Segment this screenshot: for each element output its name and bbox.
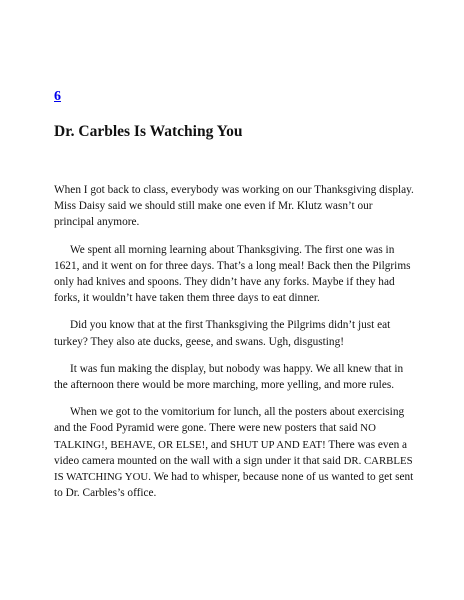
paragraph-2: We spent all morning learning about Thanksgiving. The first one was in 1621, and it went on for three days. That’s a long meal! Back then the Pilgrims only had knives and spoons. They didn’t have any forks. Maybe if they had forks, it wouldn’t have taken them three days to eat dinner. (54, 243, 411, 305)
paragraph-1: When I got back to class, everybody was working on our Thanksgiving display. Miss Daisy said we should still make one even if Mr. Klutz wasn’t our principal anymore. (54, 184, 414, 229)
paragraph-5-text-b: There was even a video camera mounted on the wall with a sign under it that said (54, 438, 408, 467)
paragraph-5-sep-b: , and (205, 438, 231, 451)
sign-dr-carbles-watching: DR. CARBLES IS WATCHING YOU (54, 454, 413, 484)
sign-no-talking: NO TALKING! (54, 422, 376, 451)
chapter-body (54, 182, 414, 512)
paragraph-5 (54, 404, 414, 501)
paragraph-3: Did you know that at the first Thanksgiving the Pilgrims didn’t just eat turkey? They also ate ducks, geese, and swans. Ugh, disgusting! (54, 319, 391, 348)
chapter-title: Dr. Carbles Is Watching You (54, 123, 243, 140)
paragraph-5-text-a: When we got to the vomitorium for lunch, all the posters about exercising and the Food Pyramid were gone. There were new posters that said (54, 406, 405, 435)
paragraph-4: It was fun making the display, but nobody was happy. We all knew that in the afternoon there would be more marching, more yelling, and more rules. (54, 362, 404, 392)
paragraph-5-text-c: . We had to whisper, because none of us wanted to get sent to Dr. Carbles’s office. (54, 471, 414, 500)
sign-shut-up-and-eat: SHUT UP AND EAT! (230, 438, 326, 451)
chapter-number-link[interactable]: 6 (54, 89, 61, 104)
paragraph-5-sep-a: , (104, 438, 111, 451)
sign-behave-or-else: BEHAVE, OR ELSE! (110, 438, 206, 451)
